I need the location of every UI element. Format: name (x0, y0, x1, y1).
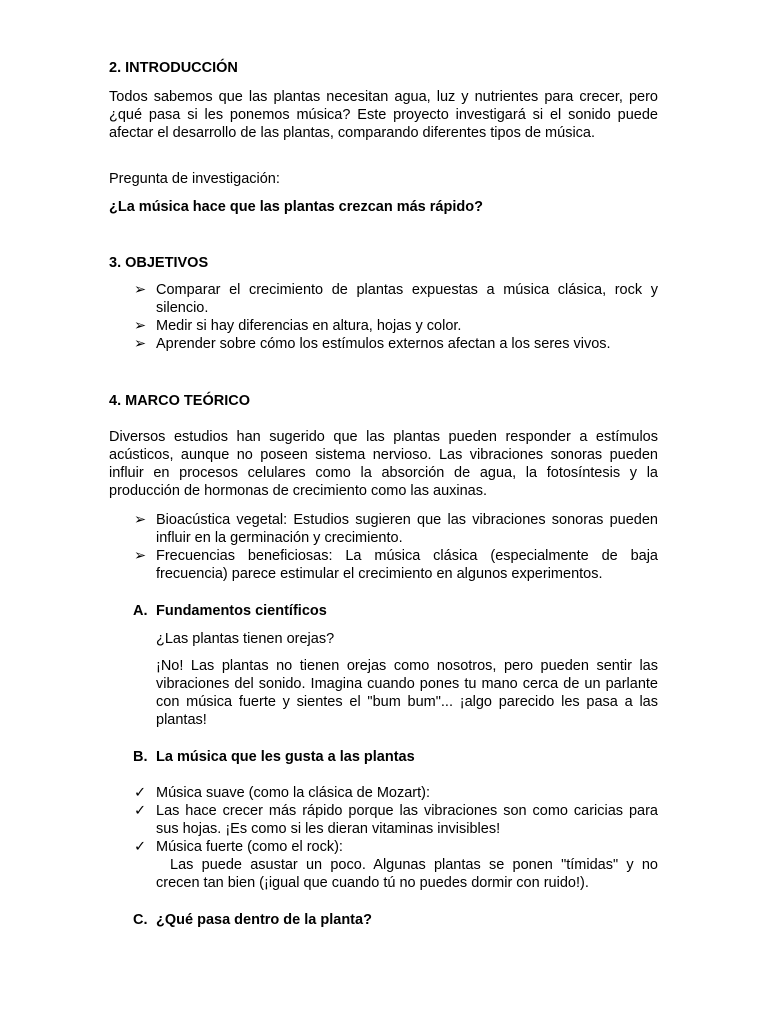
list-item: ➢ Aprender sobre cómo los estímulos externos afectan a los seres vivos. (134, 336, 611, 352)
arrow-bullet-icon: ➢ (134, 282, 147, 298)
subsection-letter: A. (133, 603, 148, 619)
subsection-c-heading: C. ¿Qué pasa dentro de la planta? (133, 912, 372, 928)
objectives-heading: 3. OBJETIVOS (109, 255, 209, 271)
intro-paragraph: Todos sabemos que las plantas necesitan agua, luz y nutrientes para crecer, pero ¿qué pasa si les ponemos música? Este proyecto investigará si el sonido puede afectar el desarrollo de las plantas, comparando diferentes tipos de música. (109, 89, 658, 141)
subsection-letter: B. (133, 749, 148, 765)
list-item: ✓ Música suave (como la clásica de Mozart): (134, 785, 430, 801)
subsection-b-heading: B. La música que les gusta a las plantas (133, 749, 415, 765)
check-bullet-icon: ✓ (134, 803, 147, 819)
arrow-bullet-icon: ➢ (134, 548, 147, 564)
framework-paragraph: Diversos estudios han sugerido que las plantas pueden responder a estímulos acústicos, aunque no poseen sistema nervioso. Las vibraciones sonoras pueden influir en procesos celulares como la absorción de agua, la fotosíntesis y la producción de hormonas de crecimiento como las auxinas. (109, 429, 658, 499)
list-item: ➢ Medir si hay diferencias en altura, hojas y color. (134, 318, 462, 334)
framework-heading: 4. MARCO TEÓRICO (109, 393, 250, 409)
list-item: ✓ Las hace crecer más rápido porque las vibraciones son como caricias para sus hojas. ¡Es como si les dieran vitaminas invisibles! (134, 803, 658, 837)
music-list (109, 784, 658, 892)
list-item: ➢ Bioacústica vegetal: Estudios sugieren que las vibraciones sonoras pueden influir en la germinación y crecimiento. (134, 512, 658, 546)
arrow-bullet-icon: ➢ (134, 336, 147, 352)
list-item: ➢ Comparar el crecimiento de plantas expuestas a música clásica, rock y silencio. (134, 282, 658, 316)
objectives-list (109, 281, 658, 353)
list-item: ➢ Frecuencias beneficiosas: La música clásica (especialmente de baja frecuencia) parece estimular el crecimiento en algunos experimentos. (134, 548, 658, 582)
check-bullet-icon: ✓ (134, 839, 147, 855)
ears-question: ¿Las plantas tienen orejas? (156, 631, 335, 647)
framework-list (109, 511, 658, 583)
subsection-letter: C. (133, 912, 148, 928)
research-question-label: Pregunta de investigación: (109, 171, 280, 187)
ears-answer: ¡No! Las plantas no tienen orejas como nosotros, pero pueden sentir las vibraciones del sonido. Imagina cuando pones tu mano cerca de un parlante con música fuerte y sientes el "bum bum"... ¡algo parecido les pasa a las plantas! (156, 658, 658, 728)
list-item-continuation: Las puede asustar un poco. Algunas plantas se ponen "tímidas" y no crecen tan bien (¡igual que cuando tú no puedes dormir con ruido!). (156, 857, 658, 891)
arrow-bullet-icon: ➢ (134, 318, 147, 334)
list-item: ✓ Música fuerte (como el rock): (134, 839, 343, 855)
intro-heading: 2. INTRODUCCIÓN (109, 60, 238, 76)
arrow-bullet-icon: ➢ (134, 512, 147, 528)
research-question: ¿La música hace que las plantas crezcan más rápido? (109, 199, 483, 215)
check-bullet-icon: ✓ (134, 785, 147, 801)
subsection-a-heading: A. Fundamentos científicos (133, 603, 327, 619)
